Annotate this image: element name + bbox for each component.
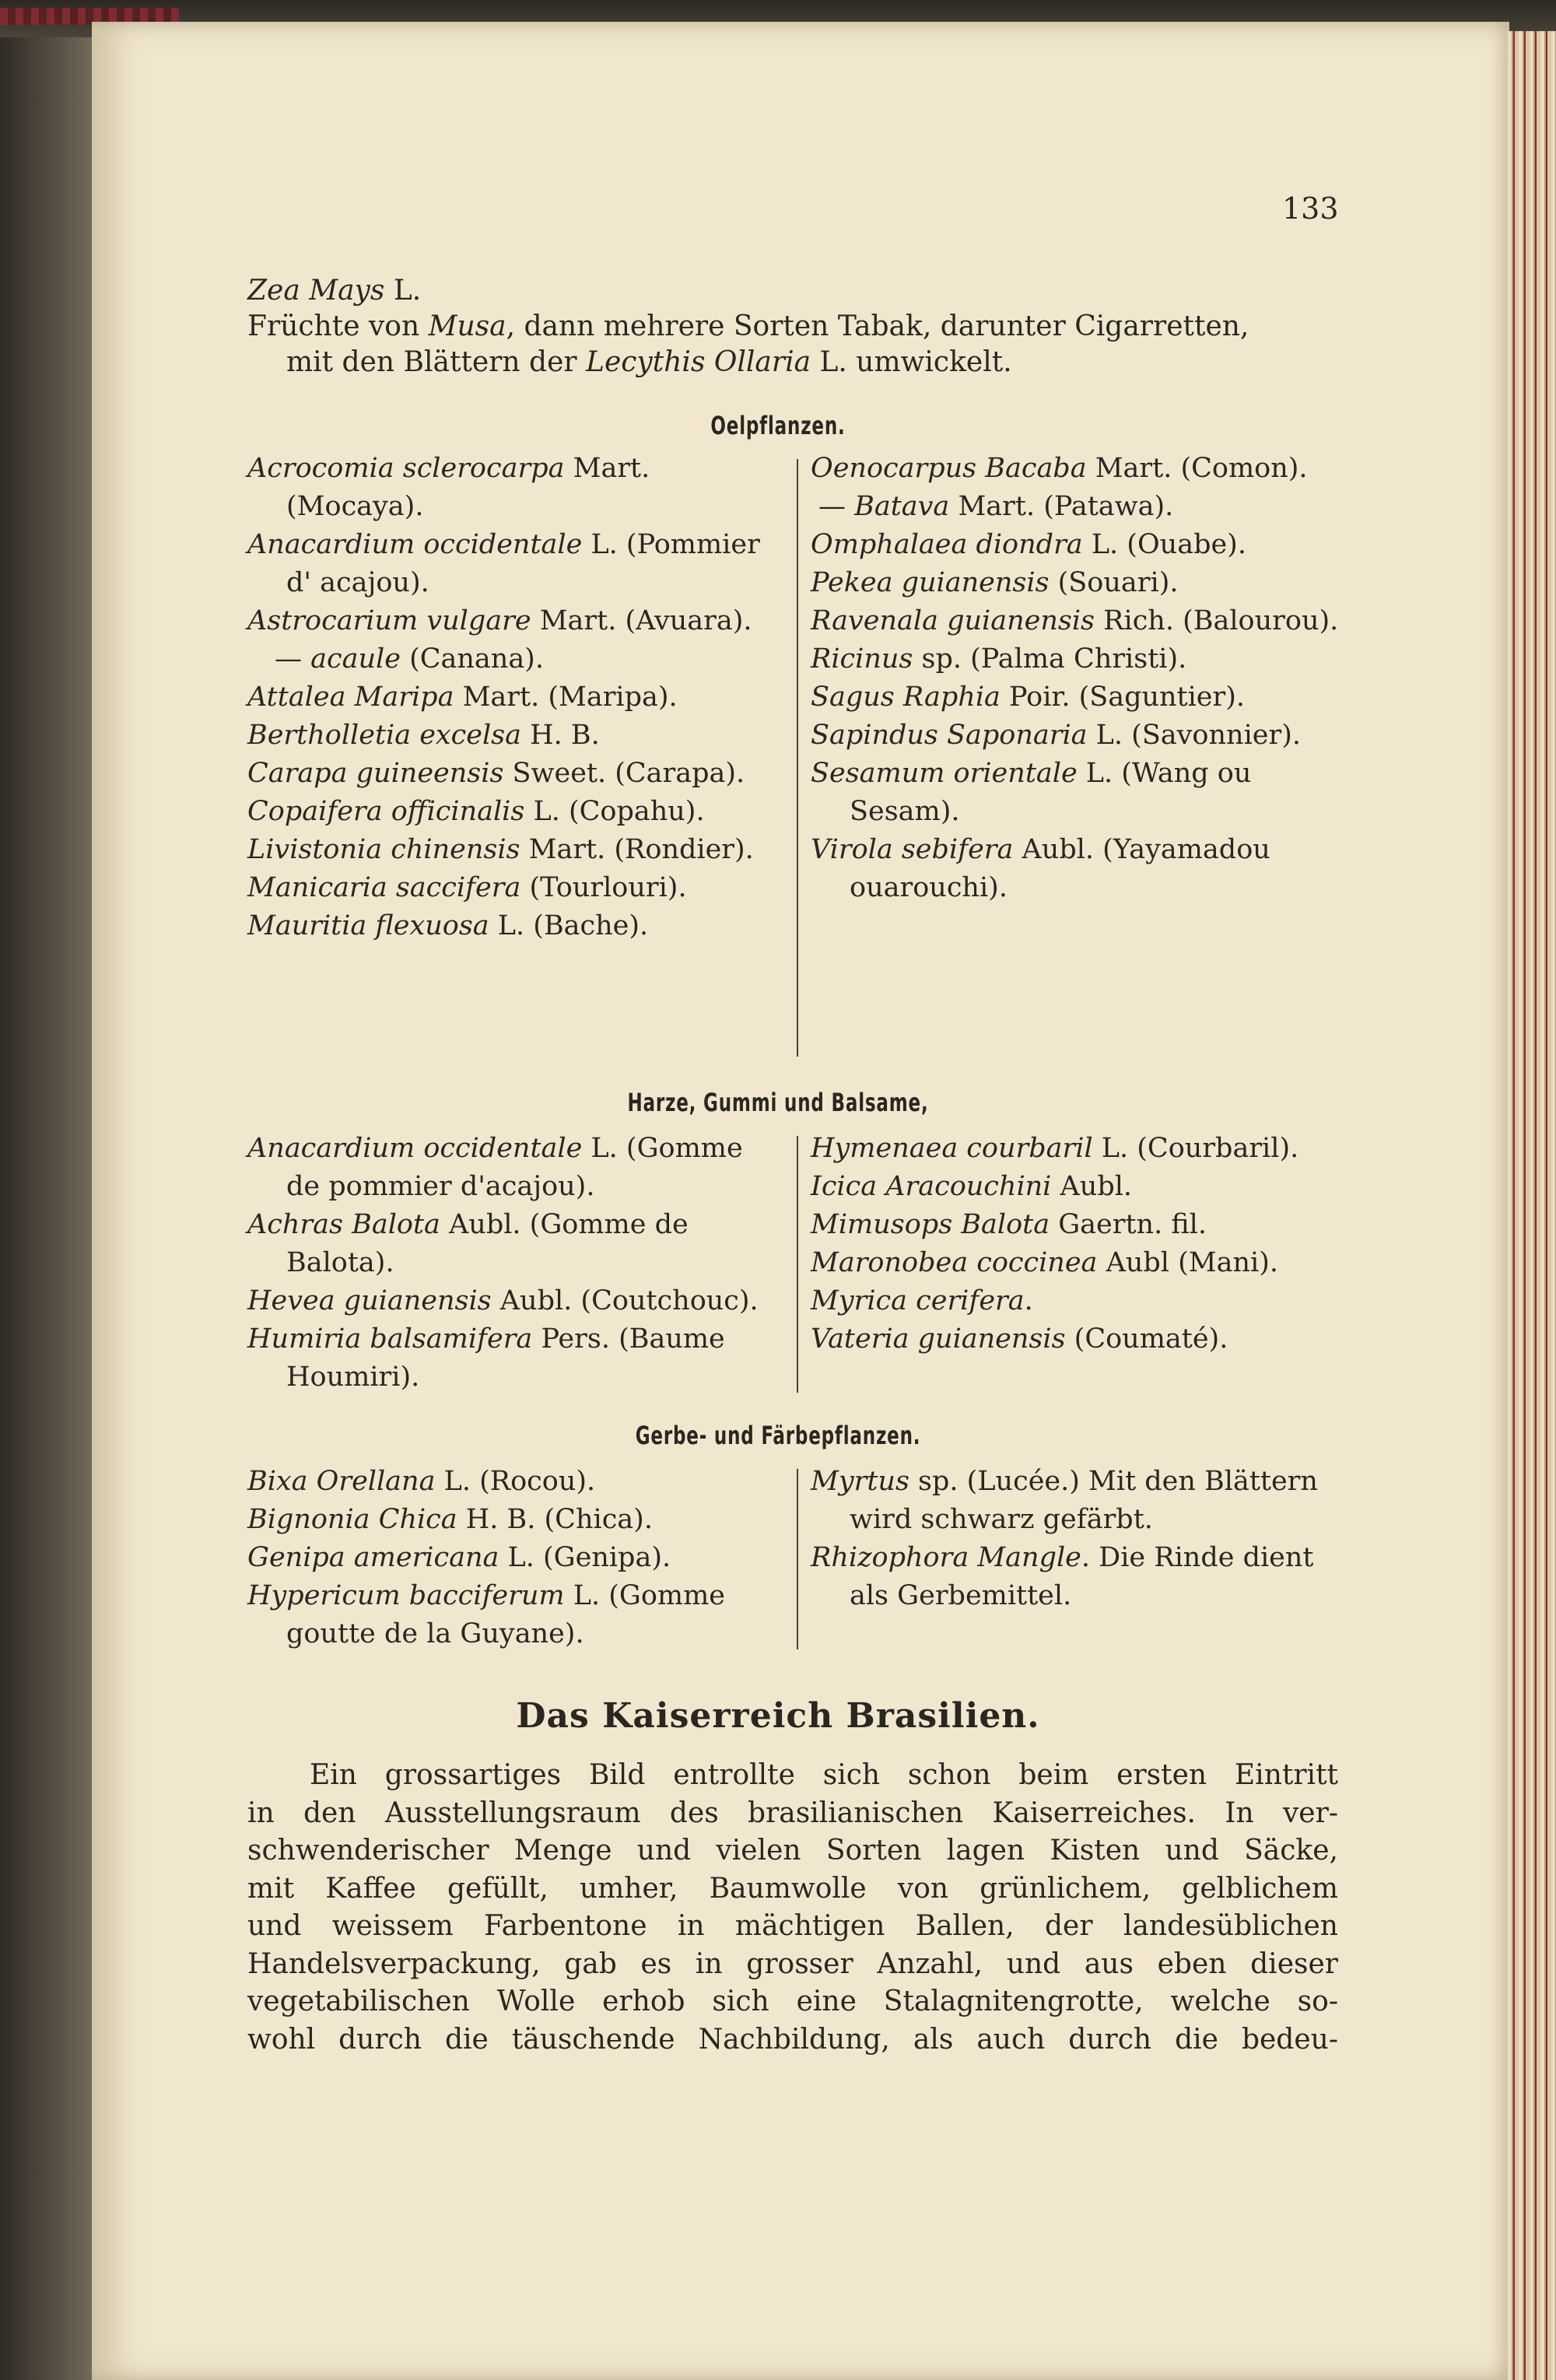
species-name: Rhizophora Mangle [811, 1542, 1081, 1573]
species-name: Anacardium occidentale [247, 529, 583, 560]
species-name: Achras Balota [247, 1209, 440, 1240]
species-detail: L. (Wang ou Sesam). [850, 758, 1252, 827]
list-item [811, 678, 1347, 717]
species-name: Carapa guineensis [247, 758, 504, 789]
species-name: Sapindus Saponaria [811, 720, 1088, 751]
species-detail: . Die Rinde dient als Gerbemittel. [850, 1542, 1314, 1611]
species-name: Mauritia flexuosa [247, 910, 489, 941]
species-detail: sp. (Lucée.) Mit den Blättern wird schwarz gefärbt. [850, 1466, 1318, 1535]
species-name: Icica Aracouchini [811, 1171, 1052, 1202]
list-item [811, 564, 1347, 602]
list-item [247, 717, 784, 755]
species-detail: L. (Savonnier). [1087, 720, 1302, 751]
paragraph-line: schwenderischer Menge und vielen Sorten lagen Kisten und Säcke, [247, 1835, 1338, 1866]
species-detail: Aubl. (Coutchouc). [491, 1285, 759, 1316]
species-detail: L. (Ouabe). [1082, 529, 1246, 560]
species-detail: L. (Bache). [489, 910, 649, 941]
species-name: Maronobea coccinea [811, 1247, 1098, 1278]
paragraph-line: wohl durch die täuschende Nachbildung, als auch durch die bedeu- [247, 2023, 1338, 2056]
species-name: Hevea guianensis [247, 1285, 492, 1316]
ditto-mark: — [818, 491, 855, 522]
column-divider [797, 459, 798, 1057]
species-name: Hypericum bacciferum [247, 1580, 565, 1611]
section-1-right-column [811, 450, 1347, 907]
species-name: Pekea guianensis [811, 567, 1050, 598]
list-item [247, 755, 784, 793]
species-detail: Poir. (Saguntier). [1000, 682, 1246, 713]
species-name: Anacardium occidentale [247, 1133, 583, 1164]
list-item [247, 526, 784, 602]
species-detail: Pers. (Baume Houmiri). [286, 1323, 725, 1393]
paragraph-line: Handelsverpackung, gab es in grosser Anzahl, und aus eben dieser [247, 1947, 1338, 1980]
species-name: acaule [310, 643, 401, 675]
list-item [247, 450, 784, 526]
intro-text: L. umwickelt. [811, 346, 1012, 378]
species-name: Virola sebifera [811, 834, 1014, 865]
intro-line-2 [247, 310, 1249, 342]
list-item [247, 793, 784, 831]
section-2-left-column [247, 1130, 784, 1397]
list-item [811, 1539, 1347, 1615]
species-detail: sp. (Palma Christi). [913, 643, 1187, 675]
paragraph-line: mit Kaffee gefüllt, umher, Baumwolle von grünlichem, gelblichem [247, 1872, 1338, 1905]
species-name: Astrocarium vulgare [247, 605, 531, 636]
list-item [247, 869, 784, 907]
list-item [247, 1539, 784, 1577]
section-heading-oelpflanzen: Oelpflanzen. [710, 411, 846, 440]
species-name: Mimusops Balota [811, 1209, 1050, 1240]
section-heading-gerbe: Gerbe- und Färbepflanzen. [635, 1421, 921, 1450]
intro-line-3 [286, 346, 1012, 378]
species-name: Batava [854, 491, 950, 522]
list-item [811, 1168, 1347, 1206]
paragraph-line: vegetabilischen Wolle erhob sich eine Stalagnitengrotte, welche so- [247, 1986, 1338, 2017]
list-item [811, 640, 1347, 678]
species-name: Myrica cerifera [811, 1285, 1025, 1316]
intro-text: Früchte von [247, 310, 429, 342]
paragraph-line: und weissem Farbentone in mächtigen Ballen, der landesüblichen [247, 1910, 1338, 1942]
section-3-left-column [247, 1463, 784, 1653]
section-3-right-column [811, 1463, 1347, 1615]
list-item [247, 1501, 784, 1539]
species-name: Genipa americana [247, 1542, 499, 1573]
species-detail: L. (Gomme goutte de la Guyane). [286, 1580, 725, 1649]
species-detail: Gaertn. fil. [1050, 1209, 1207, 1240]
paragraph-line: in den Ausstellungsraum des brasilianischen Kaiserreiches. In ver- [247, 1796, 1338, 1829]
species-name: Humiria balsamifera [247, 1323, 533, 1355]
list-item [811, 1206, 1347, 1244]
intro-species: Zea Mays [247, 275, 385, 307]
list-item [247, 640, 784, 678]
intro-line-1 [247, 275, 421, 307]
species-name: Vateria guianensis [811, 1323, 1066, 1355]
species-detail: (Canana). [400, 643, 544, 675]
paragraph-line: Ein grossartiges Bild entrollte sich schon beim ersten Eintritt [310, 1759, 1338, 1791]
section-1-left-column [247, 450, 784, 945]
section-2-right-column [811, 1130, 1347, 1358]
species-detail: Mart. (Patawa). [949, 491, 1174, 522]
list-item [811, 1130, 1347, 1168]
column-divider [797, 1469, 798, 1649]
list-item [247, 1282, 784, 1320]
species-detail: Aubl. (Yayamadou ouarouchi). [850, 834, 1270, 903]
chapter-title: Das Kaiserreich Brasilien. [516, 1696, 1040, 1736]
intro-author: L. [384, 275, 422, 307]
ditto-mark: — [275, 643, 311, 675]
column-divider [797, 1136, 798, 1393]
species-name: Omphalaea diondra [811, 529, 1083, 560]
species-name: Acrocomia sclerocarpa [247, 453, 565, 484]
intro-species: Musa [428, 310, 506, 342]
species-name: Bignonia Chica [247, 1504, 457, 1535]
species-name: Manicaria saccifera [247, 872, 521, 903]
list-item [811, 602, 1347, 640]
species-detail: H. B. (Chica). [457, 1504, 653, 1535]
page-number: 133 [1282, 191, 1339, 226]
list-item [811, 1244, 1347, 1282]
species-detail: Rich. (Balourou). [1095, 605, 1339, 636]
species-detail: L. (Copahu). [524, 796, 705, 827]
species-detail: Mart. (Avuara). [531, 605, 752, 636]
species-name: Bixa Orellana [247, 1466, 436, 1497]
species-name: Oenocarpus Bacaba [811, 453, 1087, 484]
species-detail: Aubl. [1051, 1171, 1133, 1202]
list-item [811, 755, 1347, 831]
list-item [247, 1320, 784, 1397]
species-detail: L. (Gomme de pommier d'acajou). [286, 1133, 743, 1202]
list-item [811, 526, 1347, 564]
species-name: Myrtus [811, 1466, 909, 1497]
species-detail: . [1024, 1285, 1033, 1316]
species-detail: Mart. (Comon). [1086, 453, 1308, 484]
list-item [247, 602, 784, 640]
list-item [811, 1463, 1347, 1539]
species-detail: L. (Rocou). [435, 1466, 596, 1497]
list-item [247, 1206, 784, 1282]
species-detail: (Souari). [1049, 567, 1179, 598]
page-edges-right [1508, 31, 1556, 2380]
list-item [247, 1130, 784, 1206]
species-name: Sagus Raphia [811, 682, 1001, 713]
species-detail: Mart. (Maripa). [454, 682, 678, 713]
species-name: Livistonia chinensis [247, 834, 520, 865]
section-heading-harze: Harze, Gummi und Balsame, [627, 1088, 929, 1117]
book-cover-left [0, 0, 101, 2380]
species-detail: Aubl (Mani). [1097, 1247, 1278, 1278]
species-detail: Mart. (Mocaya). [286, 453, 650, 522]
species-detail: (Tourlouri). [520, 872, 687, 903]
species-name: Bertholletia excelsa [247, 720, 521, 751]
list-item [247, 678, 784, 717]
intro-species: Lecythis Ollaria [586, 346, 811, 378]
species-detail: Aubl. (Gomme de Balota). [286, 1209, 689, 1278]
species-detail: Sweet. (Carapa). [503, 758, 745, 789]
species-name: Hymenaea courbaril [811, 1133, 1093, 1164]
intro-text: , dann mehrere Sorten Tabak, darunter Cigarretten, [506, 310, 1249, 342]
species-detail: L. (Courbaril). [1092, 1133, 1299, 1164]
species-detail: L. (Genipa). [499, 1542, 671, 1573]
list-item [811, 717, 1347, 755]
species-detail: Mart. (Rondier). [520, 834, 754, 865]
species-name: Ravenala guianensis [811, 605, 1095, 636]
species-detail: H. B. [520, 720, 600, 751]
intro-text: mit den Blättern der [286, 346, 587, 378]
species-name: Attalea Maripa [247, 682, 454, 713]
list-item [247, 1463, 784, 1501]
list-item [247, 1577, 784, 1653]
species-name: Copaifera officinalis [247, 796, 525, 827]
body-paragraph [247, 1757, 1338, 2059]
list-item [811, 1282, 1347, 1320]
species-name: Ricinus [811, 643, 913, 675]
list-item [811, 450, 1347, 488]
species-name: Sesamum orientale [811, 758, 1078, 789]
list-item [247, 907, 784, 945]
species-detail: L. (Pommier d' acajou). [286, 529, 760, 598]
species-detail: (Coumaté). [1065, 1323, 1228, 1355]
list-item [811, 488, 1347, 526]
list-item [811, 831, 1347, 907]
list-item [811, 1320, 1347, 1358]
list-item [247, 831, 784, 869]
